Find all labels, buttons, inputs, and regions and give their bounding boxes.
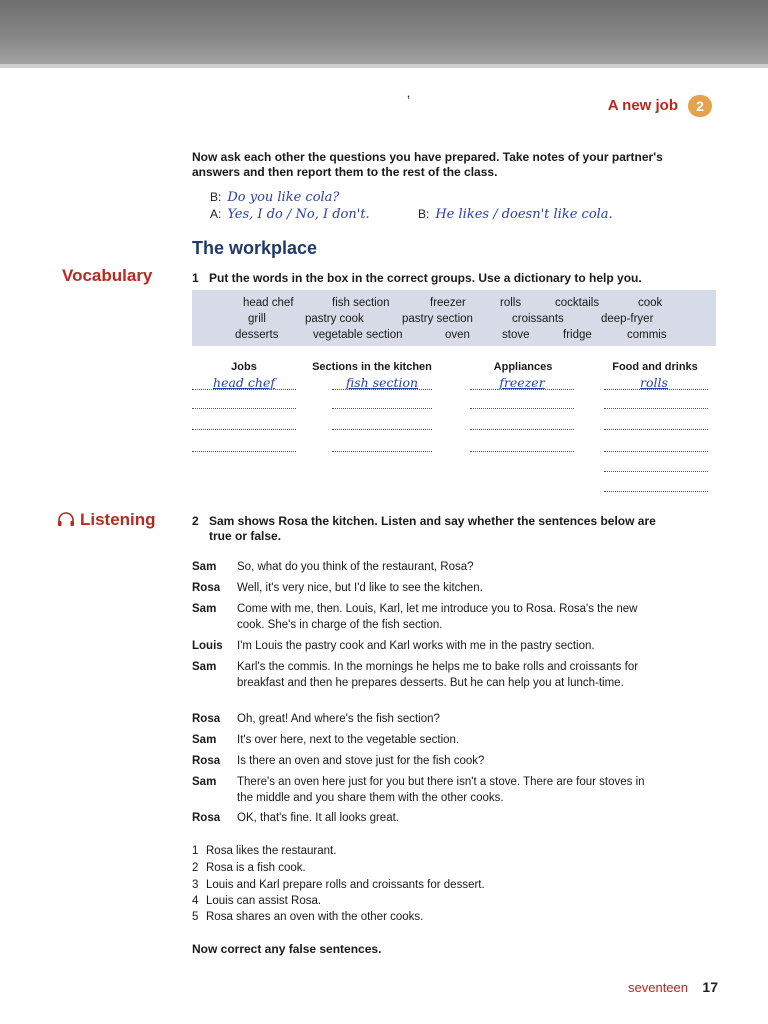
word: stove [502, 329, 530, 341]
unit-number-badge: 2 [688, 95, 712, 117]
word: cook [638, 297, 663, 309]
word: vegetable section [313, 329, 403, 341]
word: fridge [563, 329, 592, 341]
word: oven [445, 329, 470, 341]
group-heading-jobs: Jobs [231, 361, 257, 373]
answer-line[interactable] [604, 408, 708, 409]
word: deep-fryer [601, 313, 654, 325]
exercise-instruction: Put the words in the box in the correct groups. Use a dictionary to help you. [209, 271, 642, 285]
exercise-instruction: Sam shows Rosa the kitchen. Listen and say whether the sentences below are true or false. [209, 514, 656, 543]
answer-line[interactable] [604, 451, 708, 452]
answer-line[interactable] [604, 389, 708, 390]
group-heading-appliances: Appliances [493, 361, 553, 373]
statement-item: 5 Rosa shares an oven with the other cooks. [192, 911, 424, 923]
answer-example: freezer [499, 375, 545, 390]
vocabulary-label: Vocabulary [62, 266, 153, 285]
statement-item: 1 Rosa likes the restaurant. [192, 845, 337, 857]
answer-line[interactable] [470, 389, 574, 390]
statement-item: 2 Rosa is a fish cook. [192, 862, 306, 874]
statement-item: 3 Louis and Karl prepare rolls and croissants for dessert. [192, 879, 485, 891]
dialogue-line: Rosa Oh, great! And where's the fish section? [192, 713, 440, 725]
answer-example: fish section [345, 375, 419, 390]
section-title: The workplace [192, 238, 318, 258]
answer-line[interactable] [332, 389, 432, 390]
answer-line[interactable] [192, 389, 296, 390]
word: fish section [332, 297, 390, 309]
dialogue-line: Sam Come with me, then. Louis, Karl, let me introduce you to Rosa. Rosa's the new cook. She's in charge of the fish section. [192, 603, 638, 631]
word-box [192, 290, 716, 346]
intro-instructions: Now ask each other the questions you have prepared. Take notes of your partner's answers and then report them to the rest of the class. [192, 150, 663, 179]
word: freezer [430, 297, 466, 309]
word: cocktails [555, 297, 600, 309]
answer-line[interactable] [192, 451, 296, 452]
answer-example: rolls [640, 375, 668, 390]
page-number: 17 [702, 979, 718, 995]
word: grill [248, 313, 266, 325]
dialogue-line: Sam Karl's the commis. In the mornings he helps me to bake rolls and croissants for breakfast and then he prepares desserts. But he can help you at lunch-time. [192, 661, 639, 689]
answer-line[interactable] [332, 408, 432, 409]
dialogue-line: Rosa Well, it's very nice, but I'd like to see the kitchen. [192, 582, 483, 594]
example-line-1: B: Do you like cola? [210, 190, 340, 205]
example-line-2: A: Yes, I do / No, I don't. [210, 207, 370, 222]
answer-line[interactable] [604, 491, 708, 492]
headphones-icon [57, 512, 75, 533]
word: head chef [243, 297, 294, 309]
stray-mark: ʼ [407, 93, 411, 109]
answer-line[interactable] [192, 429, 296, 430]
answer-line[interactable] [470, 451, 574, 452]
page-word: seventeen [628, 980, 688, 995]
dialogue-line: Sam So, what do you think of the restaurant, Rosa? [192, 561, 474, 573]
dialogue-line: Rosa OK, that's fine. It all looks great. [192, 812, 399, 824]
answer-line[interactable] [604, 429, 708, 430]
word: rolls [500, 297, 522, 309]
answer-line[interactable] [332, 451, 432, 452]
answer-example: head chef [213, 375, 275, 390]
answer-line[interactable] [604, 471, 708, 472]
exercise-number: 2 [192, 514, 199, 528]
example-line-3: B: He likes / doesn't like cola. [418, 207, 613, 222]
unit-title: A new job [607, 97, 678, 114]
follow-up-instruction: Now correct any false sentences. [192, 942, 382, 956]
word: croissants [512, 313, 564, 325]
answer-line[interactable] [332, 429, 432, 430]
scan-top-edge [0, 0, 768, 68]
dialogue-line: Louis I'm Louis the pastry cook and Karl works with me in the pastry section. [192, 640, 595, 652]
dialogue-line: Sam There's an oven here just for you but there isn't a stove. There are four stoves in the middle and you share them with the other cooks. [192, 776, 645, 804]
answer-line[interactable] [470, 408, 574, 409]
word: desserts [235, 329, 279, 341]
word: commis [627, 329, 667, 341]
word: pastry section [402, 313, 473, 325]
exercise-number: 1 [192, 271, 199, 285]
dialogue-line: Sam It's over here, next to the vegetable section. [192, 734, 460, 746]
statement-item: 4 Louis can assist Rosa. [192, 895, 322, 907]
group-heading-sections: Sections in the kitchen [312, 361, 432, 373]
answer-line[interactable] [192, 408, 296, 409]
answer-line[interactable] [470, 429, 574, 430]
dialogue-line: Rosa Is there an oven and stove just for the fish cook? [192, 755, 485, 767]
word: pastry cook [305, 313, 364, 325]
group-heading-food: Food and drinks [612, 361, 698, 373]
listening-label: Listening [80, 510, 156, 529]
